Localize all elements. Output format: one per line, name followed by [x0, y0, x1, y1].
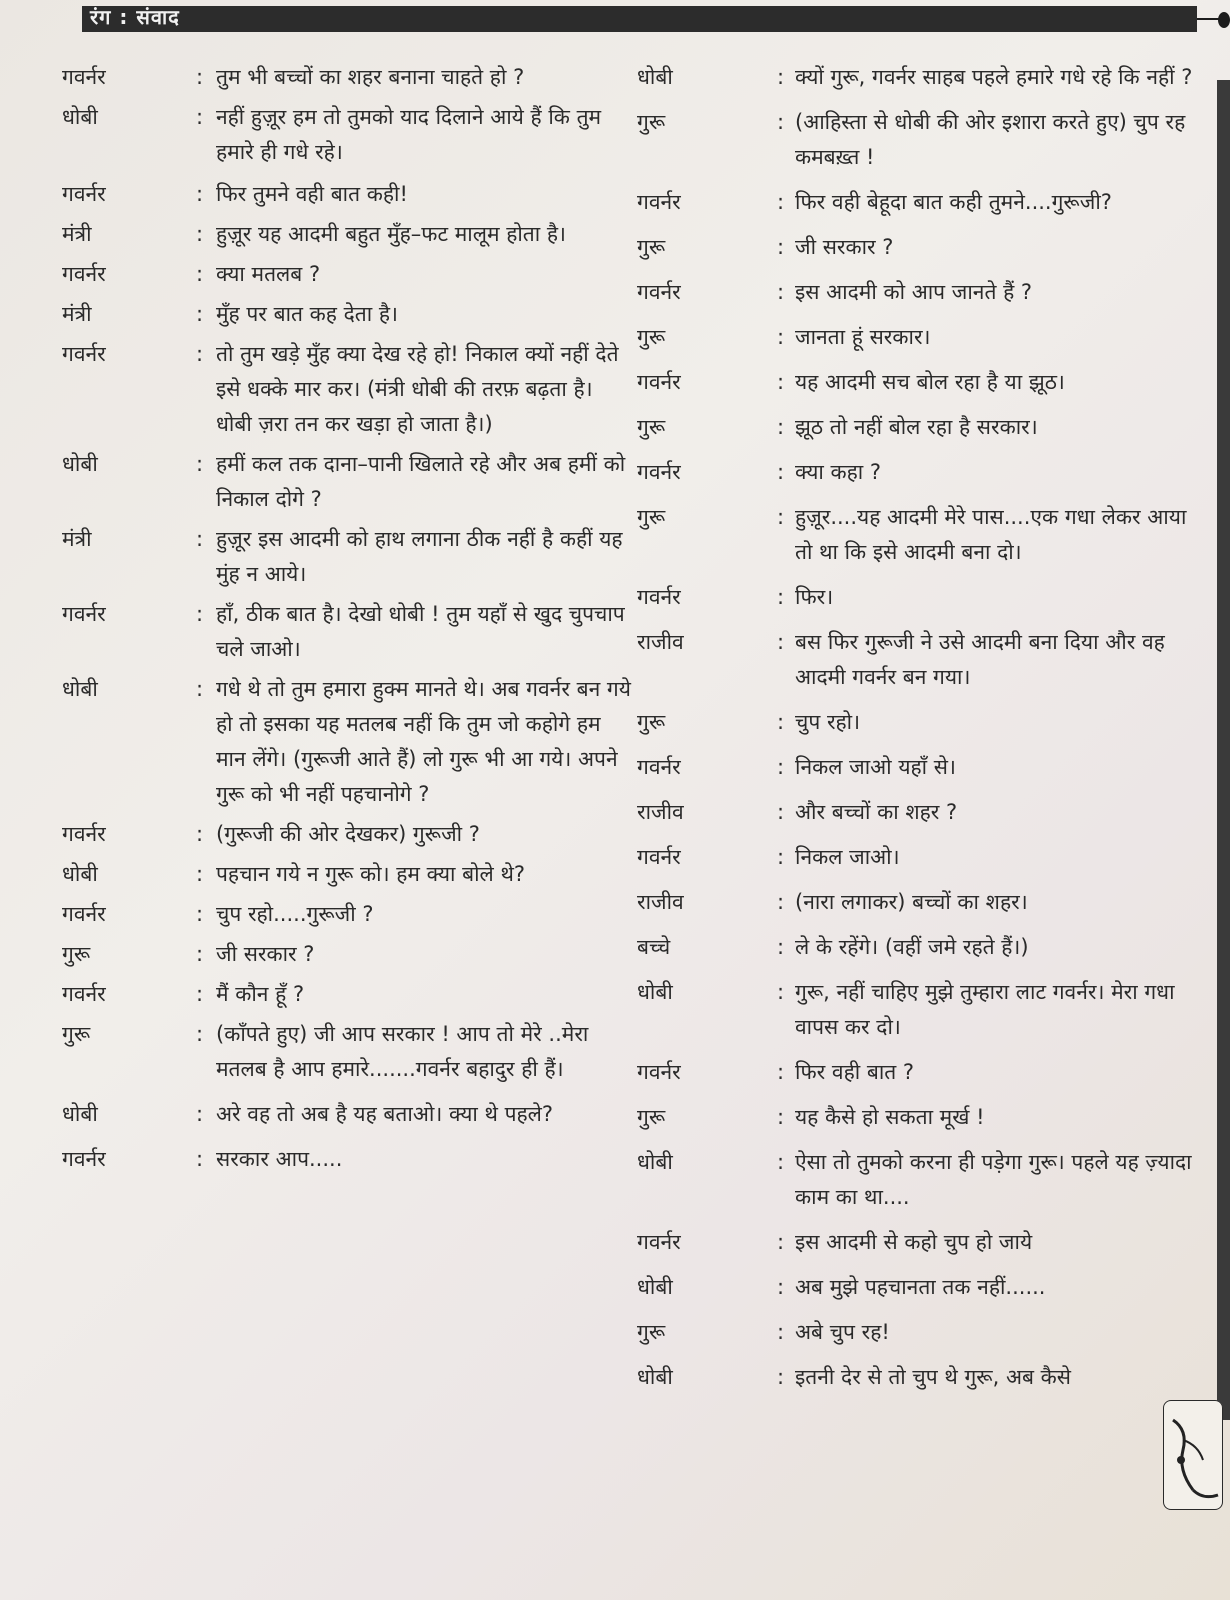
separator-colon: :: [196, 1022, 204, 1046]
separator-colon: :: [777, 1275, 785, 1299]
dialogue-line: [627, 885, 1209, 920]
dialogue-text: जानता हूं सरकार।: [795, 325, 931, 349]
separator-colon: :: [777, 800, 785, 824]
dialogue-line: [34, 597, 634, 667]
separator-colon: :: [196, 1102, 204, 1126]
dialogue-text: (गुरूजी की ओर देखकर) गुरूजी ?: [216, 822, 480, 846]
speaker-name: गुरू: [637, 235, 666, 259]
speaker-name: धोबी: [62, 452, 98, 476]
speaker-name: मंत्री: [62, 527, 92, 551]
dialogue-text: मैं कौन हूँ ?: [216, 982, 305, 1006]
dialogue-line: [34, 297, 634, 332]
page-edge-strip: [1217, 80, 1230, 1420]
speaker-name: गवर्नर: [62, 602, 106, 626]
dialogue-line: [627, 580, 1209, 615]
separator-colon: :: [196, 982, 204, 1006]
dialogue-line: [627, 705, 1209, 740]
speaker-name: धोबी: [62, 862, 98, 886]
header-ornament: [1218, 12, 1230, 28]
dialogue-text: पहचान गये न गुरू को। हम क्या बोले थे?: [216, 862, 526, 886]
dialogue-text: नहीं हुज़ूर हम तो तुमको याद दिलाने आये हैं कि तुम हमारे ही गधे रहे।: [216, 105, 602, 164]
speaker-name: गवर्नर: [62, 182, 106, 206]
separator-colon: :: [777, 110, 785, 134]
dialogue-line: [34, 522, 634, 592]
speaker-name: गवर्नर: [62, 902, 106, 926]
speaker-name: धोबी: [637, 980, 673, 1004]
dialogue-line: [627, 1100, 1209, 1135]
dialogue-text: तुम भी बच्चों का शहर बनाना चाहते हो ?: [216, 65, 525, 89]
dialogue-line: [34, 937, 634, 972]
dialogue-line: [34, 60, 634, 95]
speaker-name: गुरू: [637, 1320, 666, 1344]
dialogue-line: [627, 185, 1209, 220]
separator-colon: :: [777, 325, 785, 349]
dialogue-line: [34, 672, 634, 812]
speaker-name: धोबी: [637, 1275, 673, 1299]
dialogue-line: [627, 975, 1209, 1045]
separator-colon: :: [196, 942, 204, 966]
speaker-name: धोबी: [637, 1365, 673, 1389]
dialogue-line: [627, 105, 1209, 175]
separator-colon: :: [196, 105, 204, 129]
separator-colon: :: [777, 630, 785, 654]
dialogue-text: इतनी देर से तो चुप थे गुरू, अब कैसे: [795, 1365, 1071, 1389]
dialogue-line: [627, 500, 1209, 570]
speaker-name: गवर्नर: [637, 845, 681, 869]
speaker-name: गवर्नर: [637, 585, 681, 609]
dialogue-line: [34, 817, 634, 852]
dialogue-column-right: [627, 60, 1209, 1405]
dialogue-text: (आहिस्ता से धोबी की ओर इशारा करते हुए) चुप रह कमबख़्त !: [795, 110, 1186, 169]
dialogue-line: [627, 275, 1209, 310]
speaker-name: धोबी: [637, 1150, 673, 1174]
dialogue-text: हुज़ूर....यह आदमी मेरे पास....एक गधा लेकर आया तो था कि इसे आदमी बना दो।: [795, 505, 1187, 564]
separator-colon: :: [196, 262, 204, 286]
dialogue-text: ऐसा तो तुमको करना ही पड़ेगा गुरू। पहले यह ज़्यादा काम का था....: [795, 1150, 1192, 1209]
separator-colon: :: [196, 527, 204, 551]
dialogue-text: चुप रहो.....गुरूजी ?: [216, 902, 374, 926]
separator-colon: :: [777, 710, 785, 734]
separator-colon: :: [777, 280, 785, 304]
speaker-name: मंत्री: [62, 302, 92, 326]
dialogue-line: [34, 897, 634, 932]
separator-colon: :: [777, 505, 785, 529]
speaker-name: गवर्नर: [62, 262, 106, 286]
speaker-name: गवर्नर: [62, 982, 106, 1006]
dialogue-line: [34, 337, 634, 442]
dialogue-text: जी सरकार ?: [795, 235, 894, 259]
separator-colon: :: [777, 935, 785, 959]
dialogue-text: चुप रहो।: [795, 710, 861, 734]
dialogue-text: इस आदमी से कहो चुप हो जाये: [795, 1230, 1033, 1254]
dialogue-text: जी सरकार ?: [216, 942, 315, 966]
dialogue-text: और बच्चों का शहर ?: [795, 800, 958, 824]
speaker-name: राजीव: [637, 800, 684, 824]
dialogue-line: [627, 410, 1209, 445]
dialogue-line: [34, 1097, 634, 1132]
dialogue-text: क्यों गुरू, गवर्नर साहब पहले हमारे गधे रहे कि नहीं ?: [795, 65, 1193, 89]
dialogue-line: [34, 977, 634, 1012]
separator-colon: :: [196, 182, 204, 206]
separator-colon: :: [777, 890, 785, 914]
dialogue-text: गुरू, नहीं चाहिए मुझे तुम्हारा लाट गवर्नर। मेरा गधा वापस कर दो।: [795, 980, 1175, 1039]
separator-colon: :: [777, 460, 785, 484]
dialogue-text: निकल जाओ यहाँ से।: [795, 755, 956, 779]
dialogue-line: [34, 177, 634, 212]
dialogue-line: [34, 447, 634, 517]
speaker-name: गुरू: [637, 505, 666, 529]
speaker-name: गवर्नर: [637, 370, 681, 394]
dialogue-line: [627, 455, 1209, 490]
dialogue-text: यह कैसे हो सकता मूर्ख !: [795, 1105, 985, 1129]
dialogue-text: सरकार आप.....: [216, 1147, 343, 1171]
dialogue-text: गधे थे तो तुम हमारा हुक्म मानते थे। अब गवर्नर बन गये हो तो इसका यह मतलब नहीं कि तुम जो कहोगे हम मान लेंगे। (गुरूजी आते हैं) लो गुरू भी आ गये। अपने गुरू को भी नहीं पहचानोगे ?: [216, 677, 631, 806]
dialogue-line: [34, 1142, 634, 1177]
separator-colon: :: [196, 677, 204, 701]
separator-colon: :: [777, 190, 785, 214]
dialogue-line: [627, 1055, 1209, 1090]
separator-colon: :: [777, 1060, 785, 1084]
separator-colon: :: [196, 822, 204, 846]
dialogue-text: तो तुम खड़े मुँह क्या देख रहे हो! निकाल क्यों नहीं देते इसे धक्के मार कर। (मंत्री धोबी की तरफ़ बढ़ता है। धोबी ज़रा तन कर खड़ा हो जाता है।): [216, 342, 619, 436]
dialogue-text: निकल जाओ।: [795, 845, 900, 869]
dialogue-line: [627, 1145, 1209, 1215]
dialogue-line: [627, 1360, 1209, 1395]
dialogue-text: फिर।: [795, 585, 834, 609]
separator-colon: :: [777, 980, 785, 1004]
dialogue-text: (काँपते हुए) जी आप सरकार ! आप तो मेरे ..मेरा मतलब है आप हमारे.......गवर्नर बहादुर ही हैं।: [216, 1022, 589, 1081]
separator-colon: :: [196, 862, 204, 886]
separator-colon: :: [196, 1147, 204, 1171]
speaker-name: गवर्नर: [62, 65, 106, 89]
speaker-name: गवर्नर: [637, 1060, 681, 1084]
dialogue-text: ले के रहेंगे। (वहीं जमे रहते हैं।): [795, 935, 1029, 959]
speaker-name: गुरू: [637, 415, 666, 439]
separator-colon: :: [196, 222, 204, 246]
dialogue-text: हमीं कल तक दाना–पानी खिलाते रहे और अब हमीं को निकाल दोगे ?: [216, 452, 626, 511]
speaker-name: गवर्नर: [62, 822, 106, 846]
speaker-name: गवर्नर: [637, 460, 681, 484]
illustration-figure: [1163, 1400, 1223, 1510]
dialogue-text: फिर वही बेहूदा बात कही तुमने....गुरूजी?: [795, 190, 1112, 214]
dialogue-line: [34, 257, 634, 292]
dialogue-text: क्या कहा ?: [795, 460, 882, 484]
speaker-name: धोबी: [62, 105, 98, 129]
header-bar: [82, 6, 1197, 32]
dialogue-line: [627, 625, 1209, 695]
separator-colon: :: [196, 452, 204, 476]
dialogue-text: अबे चुप रह!: [795, 1320, 890, 1344]
dialogue-line: [627, 1315, 1209, 1350]
speaker-name: धोबी: [637, 65, 673, 89]
dialogue-text: हुज़ूर यह आदमी बहुत मुँह–फट मालूम होता है।: [216, 222, 566, 246]
dialogue-text: हुज़ूर इस आदमी को हाथ लगाना ठीक नहीं है कहीं यह मुंह न आये।: [216, 527, 623, 586]
dialogue-line: [627, 320, 1209, 355]
dialogue-line: [627, 1270, 1209, 1305]
speaker-name: गुरू: [62, 942, 91, 966]
separator-colon: :: [777, 235, 785, 259]
dialogue-text: अरे वह तो अब है यह बताओ। क्या थे पहले?: [216, 1102, 554, 1126]
separator-colon: :: [777, 1365, 785, 1389]
speaker-name: गवर्नर: [637, 190, 681, 214]
speaker-name: गवर्नर: [62, 1147, 106, 1171]
dialogue-text: बस फिर गुरूजी ने उसे आदमी बना दिया और वह आदमी गवर्नर बन गया।: [795, 630, 1165, 689]
speaker-name: राजीव: [637, 630, 684, 654]
separator-colon: :: [196, 65, 204, 89]
dialogue-text: अब मुझे पहचानता तक नहीं......: [795, 1275, 1046, 1299]
separator-colon: :: [777, 415, 785, 439]
dialogue-line: [34, 217, 634, 252]
separator-colon: :: [777, 1230, 785, 1254]
separator-colon: :: [777, 585, 785, 609]
dialogue-text: झूठ तो नहीं बोल रहा है सरकार।: [795, 415, 1038, 439]
speaker-name: गवर्नर: [637, 1230, 681, 1254]
speaker-name: गुरू: [637, 325, 666, 349]
separator-colon: :: [777, 845, 785, 869]
dialogue-text: मुँह पर बात कह देता है।: [216, 302, 398, 326]
dialogue-line: [627, 60, 1209, 95]
dialogue-line: [627, 795, 1209, 830]
dialogue-text: फिर वही बात ?: [795, 1060, 915, 1084]
speaker-name: धोबी: [62, 1102, 98, 1126]
separator-colon: :: [777, 1320, 785, 1344]
dialogue-line: [34, 1017, 634, 1087]
separator-colon: :: [777, 370, 785, 394]
speaker-name: गुरू: [637, 1105, 666, 1129]
dialogue-text: (नारा लगाकर) बच्चों का शहर।: [795, 890, 1028, 914]
separator-colon: :: [196, 342, 204, 366]
separator-colon: :: [777, 1150, 785, 1174]
dialogue-text: इस आदमी को आप जानते हैं ?: [795, 280, 1033, 304]
dialogue-line: [627, 750, 1209, 785]
dialogue-text: फिर तुमने वही बात कही!: [216, 182, 408, 206]
dialogue-line: [627, 840, 1209, 875]
dialogue-line: [627, 365, 1209, 400]
sketch-illustration-icon: [1163, 1400, 1223, 1510]
speaker-name: राजीव: [637, 890, 684, 914]
dialogue-line: [34, 100, 634, 170]
separator-colon: :: [196, 302, 204, 326]
separator-colon: :: [196, 602, 204, 626]
separator-colon: :: [777, 1105, 785, 1129]
dialogue-line: [627, 1225, 1209, 1260]
speaker-name: गुरू: [637, 110, 666, 134]
separator-colon: :: [196, 902, 204, 926]
dialogue-text: क्या मतलब ?: [216, 262, 321, 286]
dialogue-text: यह आदमी सच बोल रहा है या झूठ।: [795, 370, 1065, 394]
dialogue-line: [34, 857, 634, 892]
speaker-name: धोबी: [62, 677, 98, 701]
dialogue-line: [627, 230, 1209, 265]
speaker-name: गवर्नर: [637, 755, 681, 779]
dialogue-column-left: [34, 60, 634, 1182]
separator-colon: :: [777, 65, 785, 89]
speaker-name: बच्चे: [637, 935, 671, 959]
speaker-name: गवर्नर: [62, 342, 106, 366]
speaker-name: गवर्नर: [637, 280, 681, 304]
speaker-name: गुरू: [62, 1022, 91, 1046]
speaker-name: मंत्री: [62, 222, 92, 246]
separator-colon: :: [777, 755, 785, 779]
header-title: रंग : संवाद: [90, 5, 180, 29]
dialogue-line: [627, 930, 1209, 965]
dialogue-text: हाँ, ठीक बात है। देखो धोबी ! तुम यहाँ से खुद चुपचाप चले जाओ।: [216, 602, 625, 661]
speaker-name: गुरू: [637, 710, 666, 734]
